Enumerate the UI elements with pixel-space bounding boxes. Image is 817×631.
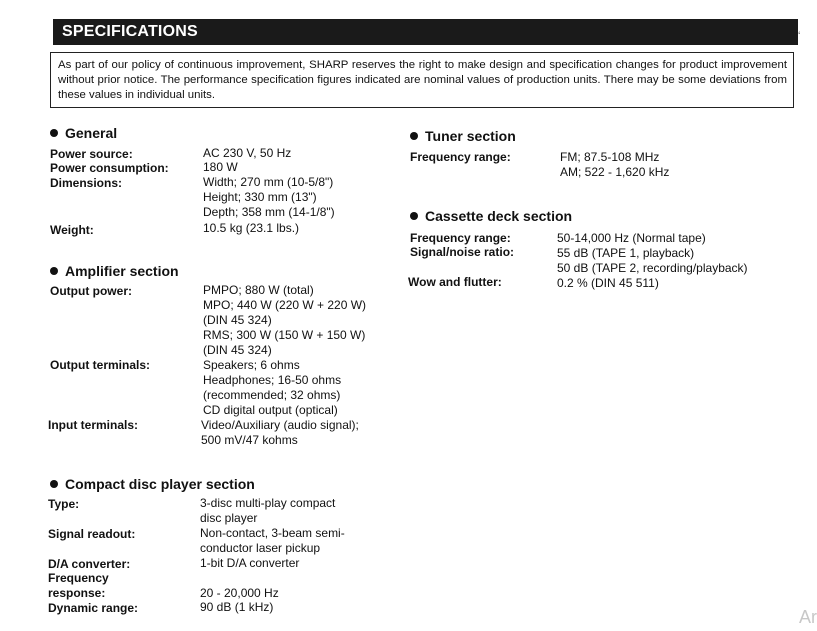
cd-type-line: disc player	[200, 511, 258, 525]
section-amplifier-heading: Amplifier section	[50, 263, 179, 279]
da-converter-label: D/A converter:	[48, 557, 131, 571]
bullet-icon	[50, 129, 58, 137]
cassette-frequency-value: 50-14,000 Hz (Normal tape)	[557, 231, 706, 245]
signal-readout-label: Signal readout:	[48, 527, 136, 541]
frequency-response-value: 20 - 20,000 Hz	[200, 586, 279, 600]
tuner-am-value: AM; 522 - 1,620 kHz	[560, 165, 670, 179]
cd-type-line: 3-disc multi-play compact	[200, 496, 336, 510]
dimensions-depth: Depth; 358 mm (14-1/8")	[203, 205, 335, 219]
output-power-line: (DIN 45 324)	[203, 313, 272, 327]
output-power-label: Output power:	[50, 284, 132, 298]
bullet-icon	[410, 132, 418, 140]
intro-notice: As part of our policy of continuous improvement, SHARP reserves the right to make design and specification changes for product improvement without prior notice. The performance specification figures indicated are nominal values of production units. There may be some deviations from these values in individual units.	[50, 52, 794, 108]
weight-label: Weight:	[50, 223, 94, 237]
da-converter-value: 1-bit D/A converter	[200, 556, 300, 570]
page-title: SPECIFICATIONS	[53, 19, 798, 45]
output-power-line: MPO; 440 W (220 W + 220 W)	[203, 298, 367, 312]
tuner-frequency-label: Frequency range:	[410, 150, 511, 164]
edge-mark: ‘	[798, 30, 801, 42]
bullet-icon	[50, 480, 58, 488]
power-source-value: AC 230 V, 50 Hz	[203, 146, 292, 160]
dimensions-label: Dimensions:	[50, 176, 123, 190]
cd-type-label: Type:	[48, 497, 80, 511]
power-source-label: Power source:	[50, 147, 133, 161]
power-consumption-value: 180 W	[203, 160, 238, 174]
tuner-fm-value: FM; 87.5-108 MHz	[560, 150, 660, 164]
output-terminals-line: CD digital output (optical)	[203, 403, 338, 417]
dynamic-range-value: 90 dB (1 kHz)	[200, 600, 274, 614]
section-cassette-heading: Cassette deck section	[410, 208, 572, 224]
output-power-line: (DIN 45 324)	[203, 343, 272, 357]
bullet-icon	[50, 267, 58, 275]
bullet-icon	[410, 212, 418, 220]
input-terminals-label: Input terminals:	[48, 418, 139, 432]
power-consumption-label: Power consumption:	[50, 161, 169, 175]
signal-noise-line: 50 dB (TAPE 2, recording/playback)	[557, 261, 748, 275]
wow-flutter-label: Wow and flutter:	[408, 275, 502, 289]
output-terminals-line: Speakers; 6 ohms	[203, 358, 300, 372]
signal-readout-line: Non-contact, 3-beam semi-	[200, 526, 345, 540]
frequency-response-label-2: response:	[48, 586, 106, 600]
corner-fragment: Ar	[799, 607, 817, 627]
dynamic-range-label: Dynamic range:	[48, 601, 139, 615]
input-terminals-line: Video/Auxiliary (audio signal);	[201, 418, 359, 432]
weight-value: 10.5 kg (23.1 lbs.)	[203, 221, 300, 235]
section-tuner-heading: Tuner section	[410, 128, 516, 144]
output-terminals-label: Output terminals:	[50, 358, 151, 372]
signal-noise-label: Signal/noise ratio:	[410, 245, 515, 259]
frequency-response-label-1: Frequency	[48, 571, 109, 585]
signal-readout-line: conductor laser pickup	[200, 541, 321, 555]
signal-noise-line: 55 dB (TAPE 1, playback)	[557, 246, 695, 260]
output-power-line: RMS; 300 W (150 W + 150 W)	[203, 328, 366, 342]
output-terminals-line: Headphones; 16-50 ohms	[203, 373, 342, 387]
output-terminals-line: (recommended; 32 ohms)	[203, 388, 341, 402]
cassette-frequency-label: Frequency range:	[410, 231, 511, 245]
dimensions-height: Height; 330 mm (13")	[203, 190, 317, 204]
dimensions-width: Width; 270 mm (10-5/8")	[203, 175, 334, 189]
output-power-line: PMPO; 880 W (total)	[203, 283, 314, 297]
wow-flutter-value: 0.2 % (DIN 45 511)	[557, 276, 659, 290]
section-general-heading: General	[50, 125, 117, 141]
section-cd-heading: Compact disc player section	[50, 476, 255, 492]
input-terminals-line: 500 mV/47 kohms	[201, 433, 298, 447]
